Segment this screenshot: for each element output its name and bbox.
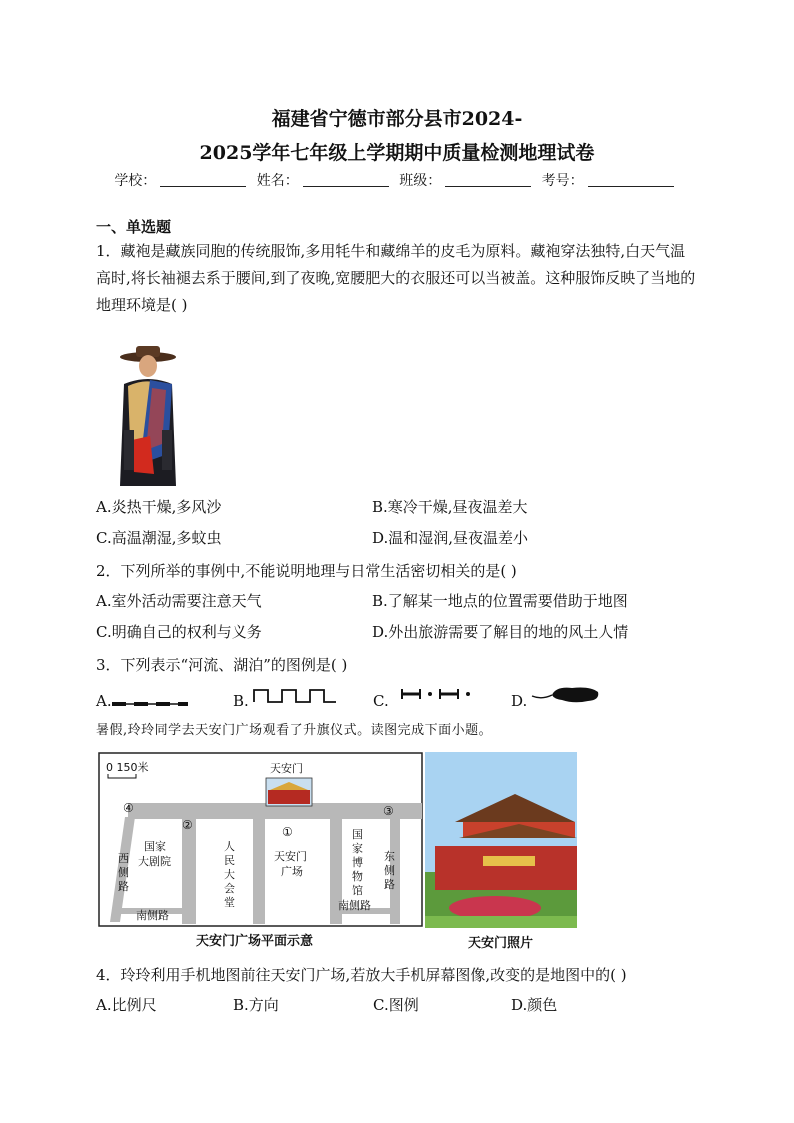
q2-option-c[interactable]: C.明确自己的权利与义务 <box>96 623 262 641</box>
map-label-dongcelu: 东侧路 <box>384 850 395 891</box>
map-marker-1: ① <box>282 825 293 839</box>
q3-option-d[interactable]: D. <box>511 692 528 710</box>
exam-no-label: 考号： <box>541 173 584 189</box>
exam-no-blank[interactable] <box>588 172 674 187</box>
map-scale-label: 0 150米 <box>106 761 149 774</box>
question-2-text: 2．下列所举的事例中,不能说明地理与日常生活密切相关的是( ) <box>96 562 517 580</box>
name-label: 姓名： <box>256 173 299 189</box>
map-marker-2: ② <box>182 818 193 832</box>
q4-option-b[interactable]: B.方向 <box>233 996 279 1014</box>
page-title-line1: 福建省宁德市部分县市2024- <box>271 108 523 130</box>
tiananmen-photo <box>425 752 577 928</box>
map-label-nancelu-left: 南侧路 <box>136 909 169 922</box>
question-4-text: 4．玲玲利用手机地图前往天安门广场,若放大手机屏幕图像,改变的是地图中的( ) <box>96 966 627 984</box>
class-label: 班级： <box>399 173 442 189</box>
question-3-text: 3．下列表示“河流、湖泊”的图例是( ) <box>96 656 348 674</box>
school-blank[interactable] <box>160 172 246 187</box>
page-title-line2: 2025学年七年级上学期期中质量检测地理试卷 <box>199 142 595 164</box>
q4-option-a[interactable]: A.比例尺 <box>96 996 157 1014</box>
q2-option-d[interactable]: D.外出旅游需要了解目的地的风土人情 <box>372 623 629 641</box>
q4-option-d[interactable]: D.颜色 <box>511 996 558 1014</box>
map-marker-4: ④ <box>123 801 134 815</box>
school-label: 学校： <box>114 173 157 189</box>
map-label-renmin: 人民大会堂 <box>224 840 235 909</box>
reading-instruction: 暑假,玲玲同学去天安门广场观看了升旗仪式。读图完成下面小题。 <box>96 723 493 738</box>
map-tiananmen-label: 天安门 <box>270 762 303 775</box>
student-info-line <box>0 170 794 190</box>
photo-caption: 天安门照片 <box>468 936 534 951</box>
map-label-xicelu: 西侧路 <box>118 852 129 893</box>
map-label-nancelu-right: 南侧路 <box>338 899 371 912</box>
q2-option-b[interactable]: B.了解某一地点的位置需要借助于地图 <box>372 592 628 610</box>
map-label-museum: 国家博物馆 <box>352 828 363 897</box>
tibetan-robe-image <box>110 344 186 486</box>
tiananmen-square-map <box>98 752 424 928</box>
q1-option-c[interactable]: C.高温潮湿,多蚊虫 <box>96 529 222 547</box>
q1-option-a[interactable]: A.炎热干燥,多风沙 <box>96 498 222 516</box>
q3-option-b[interactable]: B. <box>233 692 249 710</box>
q1-option-b[interactable]: B.寒冷干燥,昼夜温差大 <box>372 498 528 516</box>
section-heading: 一、单选题 <box>96 218 172 236</box>
legend-boundary-symbol <box>398 686 474 702</box>
name-blank[interactable] <box>303 172 389 187</box>
q1-option-d[interactable]: D.温和湿润,昼夜温差小 <box>372 529 529 547</box>
question-1-text: 1．藏袍是藏族同胞的传统服饰,多用牦牛和藏绵羊的皮毛为原料。藏袍穿法独特,白天气温高时,将长袖褪去系于腰间,到了夜晚,宽腰肥大的衣服还可以当被盖。这种服饰反映了当地的地理环境是( ) <box>96 242 696 314</box>
q3-option-c[interactable]: C. <box>373 692 389 710</box>
map-caption: 天安门广场平面示意 <box>196 934 314 949</box>
q3-option-a[interactable]: A. <box>96 692 112 710</box>
map-label-opera: 国家 大剧院 <box>138 840 171 868</box>
map-marker-3: ③ <box>383 804 394 818</box>
legend-great-wall-symbol <box>252 686 338 704</box>
q4-option-c[interactable]: C.图例 <box>373 996 419 1014</box>
q2-option-a[interactable]: A.室外活动需要注意天气 <box>96 592 262 610</box>
legend-railway-symbol <box>112 694 188 708</box>
legend-river-lake-symbol <box>530 682 602 706</box>
class-blank[interactable] <box>445 172 531 187</box>
map-label-square: 天安门 广场 <box>274 850 307 878</box>
